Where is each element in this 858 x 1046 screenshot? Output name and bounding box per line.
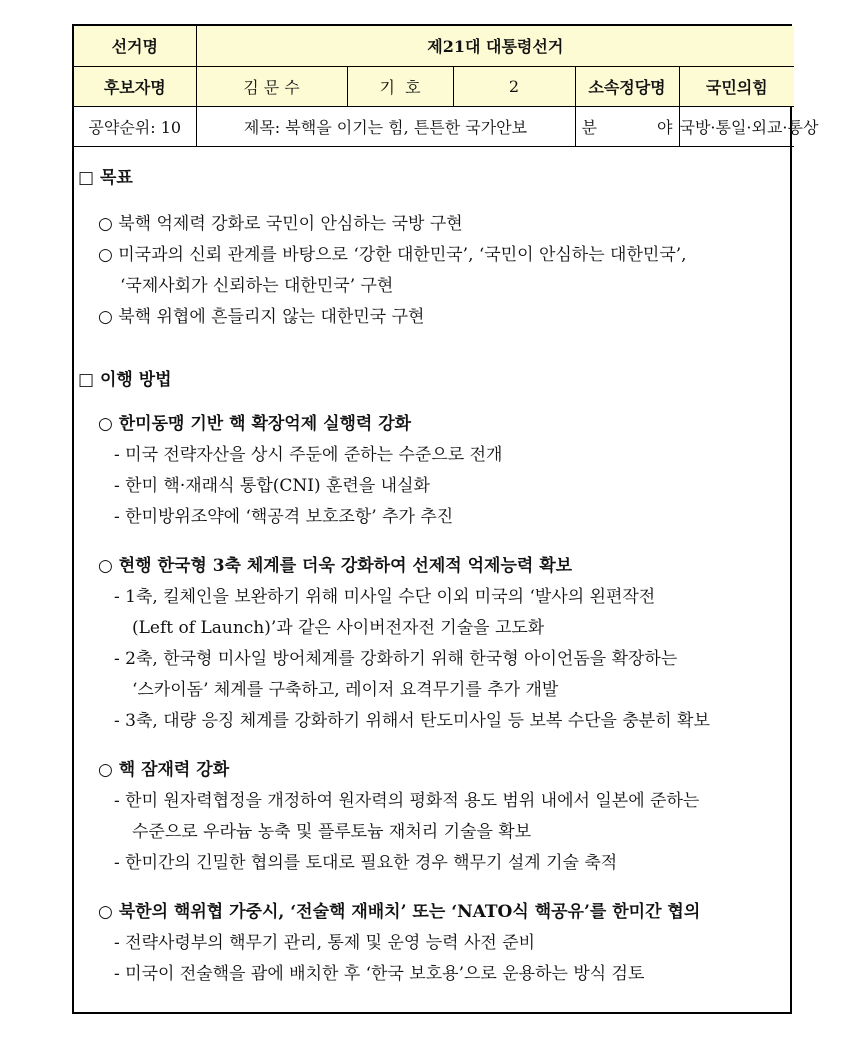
number-value: 2 xyxy=(453,66,575,106)
method-line: - 한미 원자력협정을 개정하여 원자력의 평화적 용도 범위 내에서 일본에 준하는 xyxy=(114,790,700,811)
goal-item: ○ 북핵 억제력 강화로 국민이 안심하는 국방 구현 xyxy=(98,213,463,234)
party-label: 소속정당명 xyxy=(575,66,679,106)
field-label-2: 야 xyxy=(657,117,673,137)
method-group-title: ○ 현행 한국형 3축 체계를 더욱 강화하여 선제적 억제능력 확보 xyxy=(98,555,573,576)
field-value: 국방·통일·외교·통상 xyxy=(679,106,794,146)
election-label: 선거명 xyxy=(74,26,196,66)
method-line: - 한미간의 긴밀한 협의를 토대로 필요한 경우 핵무기 설계 기술 축적 xyxy=(114,852,618,873)
field-label-1: 분 xyxy=(581,117,597,137)
pledge-title: 제목: 북핵을 이기는 힘, 튼튼한 국가안보 xyxy=(196,106,575,146)
goal-item-continued: ‘국제사회가 신뢰하는 대한민국’ 구현 xyxy=(120,275,394,296)
method-group-title: ○ 핵 잠재력 강화 xyxy=(98,759,230,780)
method-line: - 2축, 한국형 미사일 방어체계를 강화하기 위해 한국형 아이언돔을 확장하는 xyxy=(114,648,678,669)
election-value: 제21대 대통령선거 xyxy=(196,26,794,66)
number-label: 기 호 xyxy=(347,66,453,106)
goal-heading: □ 목표 xyxy=(78,167,133,188)
method-group-title: ○ 북한의 핵위협 가중시, ‘전술핵 재배치’ 또는 ‘NATO식 핵공유’를 한미간 협의 xyxy=(98,901,701,922)
method-line-continued: 수준으로 우라늄 농축 및 플루토늄 재처리 기술을 확보 xyxy=(132,821,532,842)
method-line-continued: ‘스카이돔’ 체계를 구축하고, 레이저 요격무기를 추가 개발 xyxy=(132,679,559,700)
candidate-name: 김 문 수 xyxy=(196,66,347,106)
goal-item: ○ 미국과의 신뢰 관계를 바탕으로 ‘강한 대한민국’, ‘국민이 안심하는 대한민국’, xyxy=(98,244,687,265)
candidate-label: 후보자명 xyxy=(74,66,196,106)
method-line: - 미국이 전술핵을 괌에 배치한 후 ‘한국 보호용’으로 운용하는 방식 검토 xyxy=(114,963,645,984)
pledge-document xyxy=(72,24,819,1014)
pledge-order: 공약순위: 10 xyxy=(74,106,196,146)
method-line: - 한미 핵·재래식 통합(CNI) 훈련을 내실화 xyxy=(114,475,430,496)
method-line: - 전략사령부의 핵무기 관리, 통제 및 운영 능력 사전 준비 xyxy=(114,932,536,953)
method-heading: □ 이행 방법 xyxy=(78,369,172,390)
pledge-header-table xyxy=(74,26,819,147)
method-group-title: ○ 한미동맹 기반 핵 확장억제 실행력 강화 xyxy=(98,413,412,434)
method-line: - 한미방위조약에 ‘핵공격 보호조항’ 추가 추진 xyxy=(114,506,454,527)
method-line: - 3축, 대량 응징 체계를 강화하기 위해서 탄도미사일 등 보복 수단을 충분히 확보 xyxy=(114,710,710,731)
method-line-continued: (Left of Launch)’과 같은 사이버전자전 기술을 고도화 xyxy=(132,617,545,638)
method-line: - 미국 전략자산을 상시 주둔에 준하는 수준으로 전개 xyxy=(114,444,503,465)
party-value: 국민의힘 xyxy=(679,66,794,106)
field-label xyxy=(575,106,679,146)
goal-item: ○ 북핵 위협에 흔들리지 않는 대한민국 구현 xyxy=(98,306,425,327)
method-line: - 1축, 킬체인을 보완하기 위해 미사일 수단 이외 미국의 ‘발사의 왼편작전 xyxy=(114,586,656,607)
